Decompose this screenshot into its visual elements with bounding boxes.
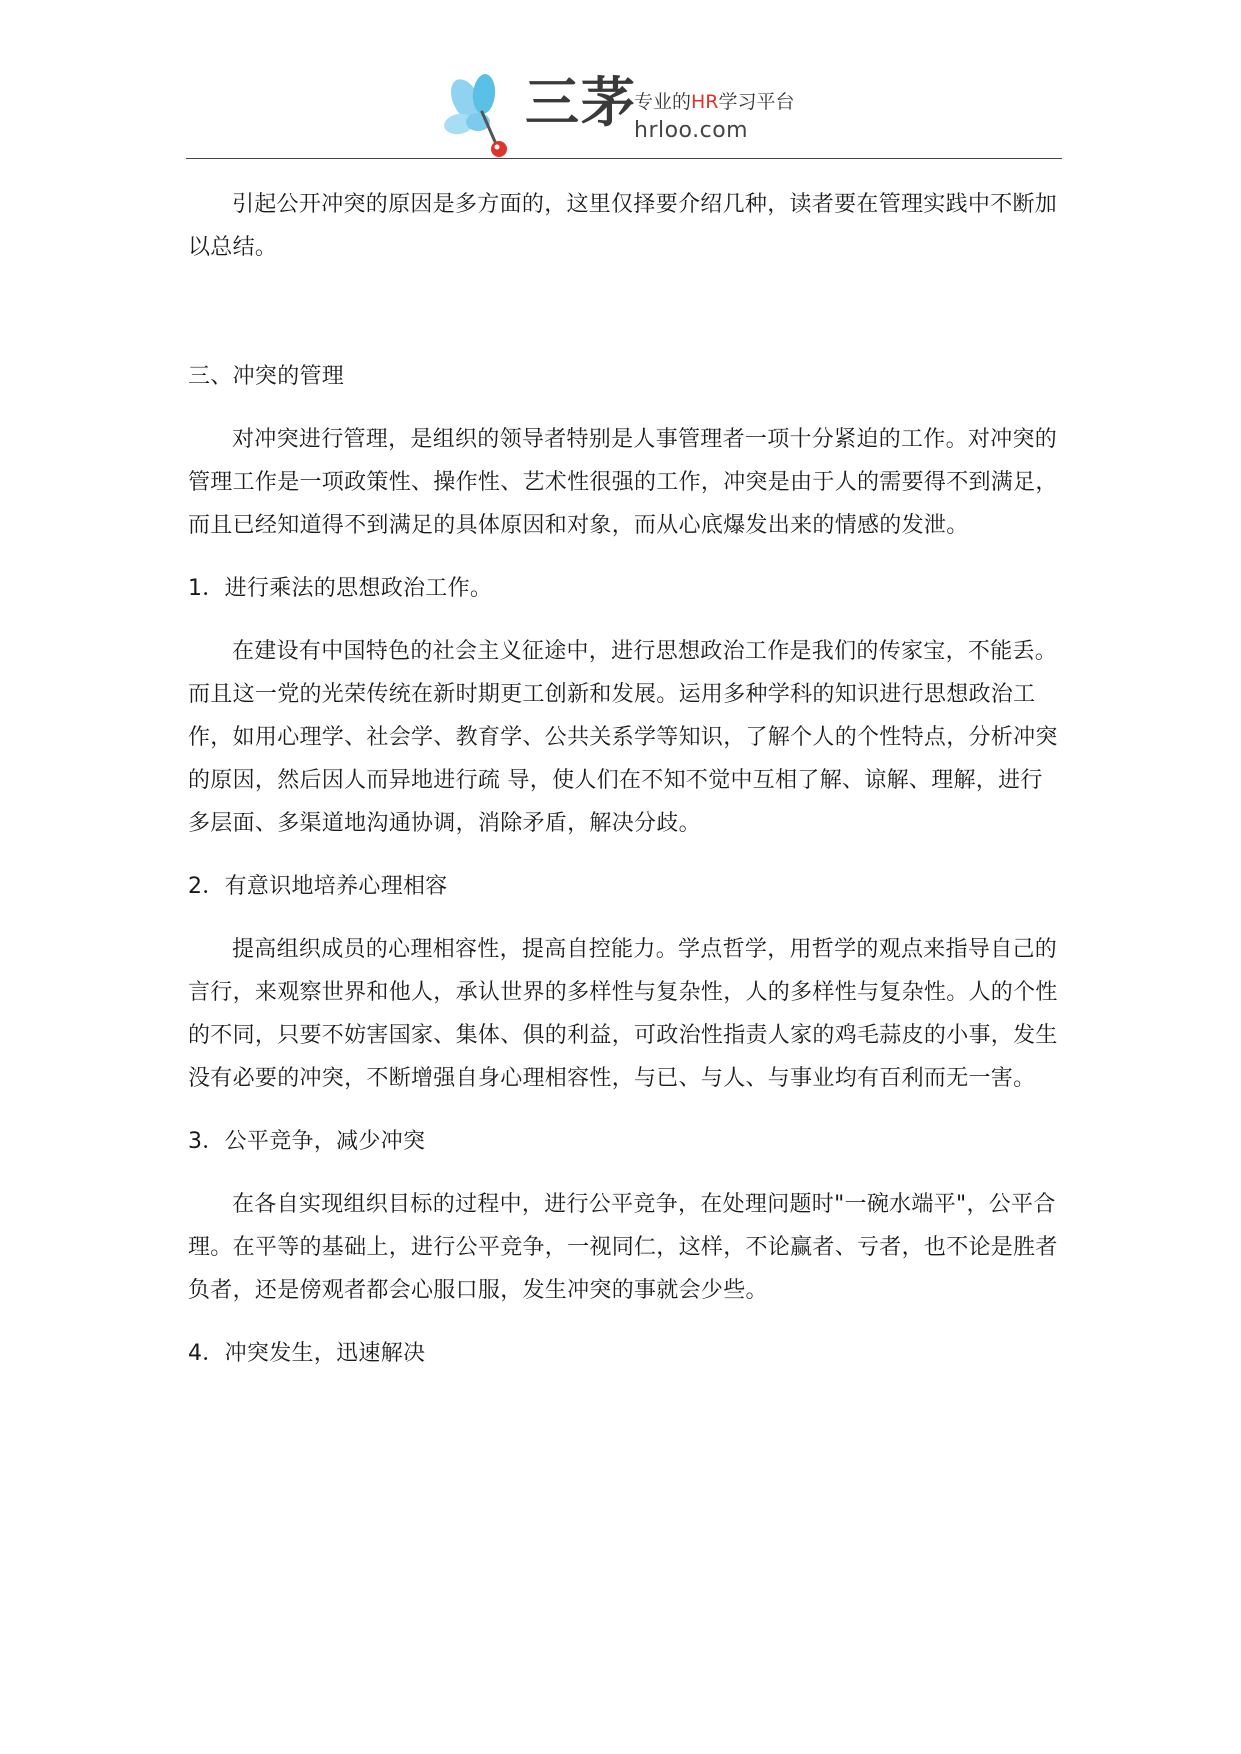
- brand-slogan: [634, 90, 795, 114]
- section-paragraph: 对冲突进行管理，是组织的领导者特别是人事管理者一项十分紧迫的工作。对冲突的管理工作是一项政策性、操作性、艺术性很强的工作，冲突是由于人的需要得不到满足，而且已经知道得不到满足的具体原因和对象，而从心底爆发出来的情感的发泄。: [188, 427, 1058, 538]
- item-3-paragraph: 在各自实现组织目标的过程中，进行公平竞争，在处理问题时"一碗水端平"，公平合理。在平等的基础上，进行公平竞争，一视同仁，这样，不论赢者、亏者，也不论是胜者负者，还是傍观者都会心服口服，发生冲突的事就会少些。: [188, 1192, 1058, 1303]
- item-1-paragraph: 在建设有中国特色的社会主义征途中，进行思想政治工作是我们的传家宝，不能丢。而且这一党的光荣传统在新时期更工创新和发展。运用多种学科的知识进行思想政治工作，如用心理学、社会学、教育学、公共关系学等知识，了解个人的个性特点，分析冲突的原因，然后因人而异地进行疏 导，使人们在不知不觉中互相了解、谅解、理解，进行多层面、多渠道地沟通协调，消除矛盾，解决分歧。: [188, 639, 1058, 836]
- intro-paragraph: 引起公开冲突的原因是多方面的，这里仅择要介绍几种，读者要在管理实践中不断加以总结。: [188, 192, 1058, 260]
- item-4-heading: 4．冲突发生，迅速解决: [188, 1341, 426, 1366]
- slogan-suffix: 学习平台: [718, 91, 795, 113]
- item-1-heading: 1．进行乘法的思想政治工作。: [188, 576, 493, 601]
- page-header: [186, 60, 1062, 159]
- slogan-prefix: 专业的: [634, 91, 692, 113]
- section-heading: 三、冲突的管理: [188, 364, 345, 389]
- slogan-hr: HR: [691, 91, 719, 113]
- dragonfly-logo-icon: [444, 72, 524, 162]
- document-body: [188, 183, 1060, 1375]
- brand-domain: hrloo.com: [634, 118, 749, 143]
- brand-name: 三茅: [525, 71, 637, 134]
- item-2-heading: 2．有意识地培养心理相容: [188, 874, 448, 899]
- item-3-heading: 3．公平竞争，减少冲突: [188, 1129, 426, 1154]
- item-2-paragraph: 提高组织成员的心理相容性，提高自控能力。学点哲学，用哲学的观点来指导自己的言行，来观察世界和他人，承认世界的多样性与复杂性，人的多样性与复杂性。人的个性的不同，只要不妨害国家、集体、俱的利益，可政治性指责人家的鸡毛蒜皮的小事，发生没有必要的冲突，不断增强自身心理相容性，与已、与人、与事业均有百利而无一害。: [188, 937, 1058, 1091]
